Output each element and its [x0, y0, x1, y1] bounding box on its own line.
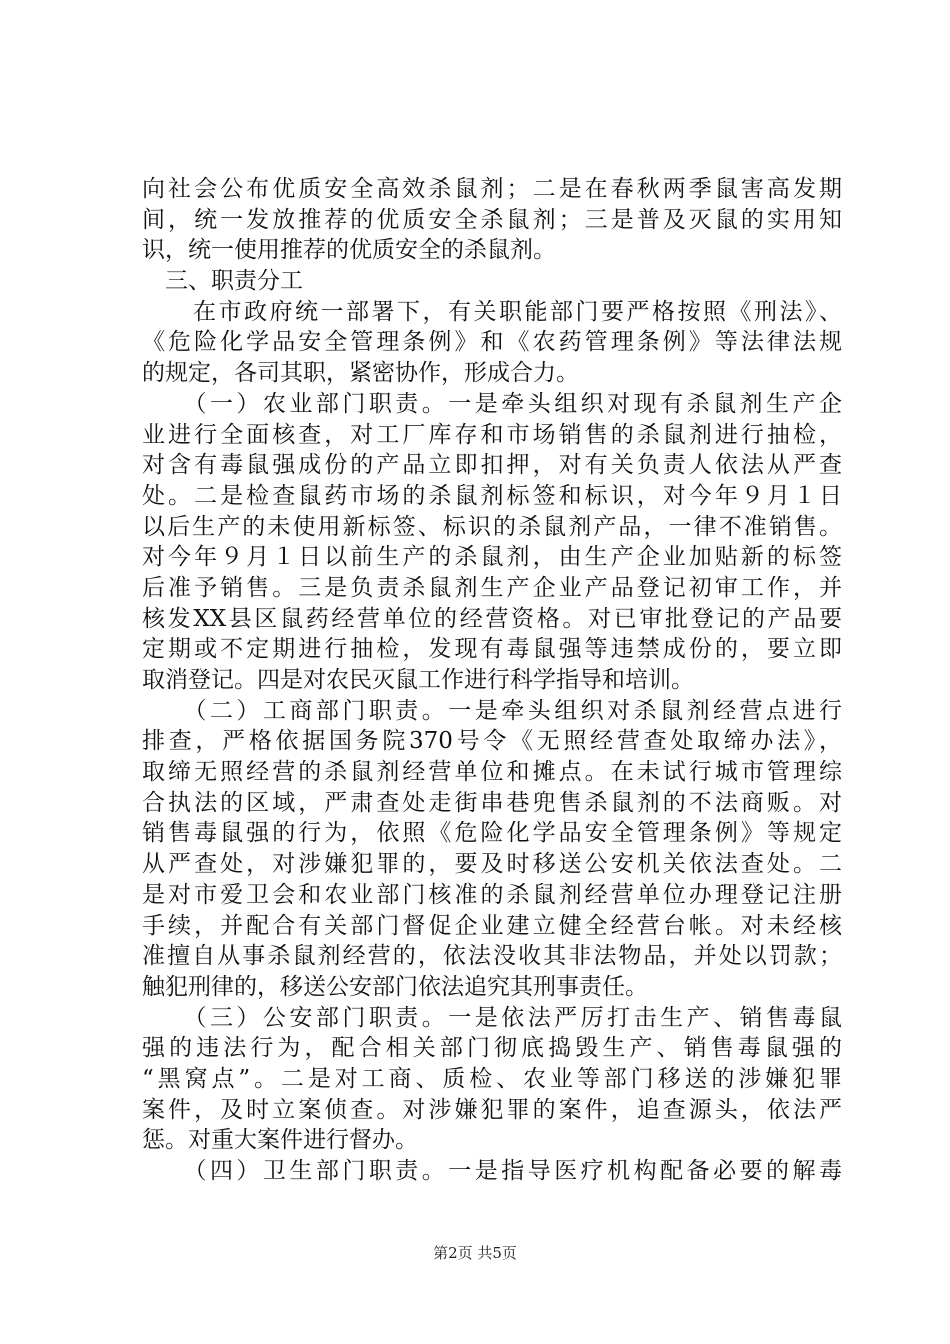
text-line: 惩。对重大案件进行督办。: [142, 1127, 418, 1154]
text-line: （三）公安部门职责。一是依法严厉打击生产、销售毒鼠: [142, 1004, 842, 1031]
text-line: （二）工商部门职责。一是牵头组织对杀鼠剂经营点进行: [142, 697, 842, 724]
text-line: 业进行全面核查，对工厂库存和市场销售的杀鼠剂进行抽检，: [142, 421, 842, 448]
text-line: 的规定，各司其职，紧密协作，形成合力。: [142, 360, 579, 387]
text-line: 强的违法行为，配合相关部门彻底捣毁生产、销售毒鼠强的: [142, 1035, 842, 1062]
document-body: [142, 174, 842, 1187]
text-line: 对含有毒鼠强成份的产品立即扣押，对有关负责人依法从严查: [142, 452, 842, 479]
text-line: 从严查处，对涉嫌犯罪的，要及时移送公安机关依法查处。二: [142, 851, 842, 878]
text-line: 处。二是检查鼠药市场的杀鼠剂标签和标识，对今年９月１日: [142, 482, 842, 509]
text-line: 三、职责分工: [142, 268, 303, 295]
text-line: 核发XX县区鼠药经营单位的经营资格。对已审批登记的产品要: [142, 605, 842, 632]
text-line: 向社会公布优质安全高效杀鼠剂；二是在春秋两季鼠害高发期: [142, 176, 842, 202]
text-line: “黑窝点”。二是对工商、质检、农业等部门移送的涉嫌犯罪: [142, 1065, 842, 1092]
text-line: 销售毒鼠强的行为，依照《危险化学品安全管理条例》等规定: [142, 820, 842, 847]
text-line: 间，统一发放推荐的优质安全杀鼠剂；三是普及灭鼠的实用知: [142, 206, 842, 233]
page-footer: 第2页 共5页: [433, 1244, 517, 1262]
text-line: 对今年９月１日以前生产的杀鼠剂，由生产企业加贴新的标签: [142, 544, 842, 571]
text-line: 取消登记。四是对农民灭鼠工作进行科学指导和培训。: [142, 667, 694, 693]
text-line: 取缔无照经营的杀鼠剂经营单位和摊点。在未试行城市管理综: [142, 759, 842, 786]
text-line: 识，统一使用推荐的优质安全的杀鼠剂。: [142, 237, 556, 264]
text-line: 手续，并配合有关部门督促企业建立健全经营台帐。对未经核: [142, 912, 842, 939]
text-line: （四）卫生部门职责。一是指导医疗机构配备必要的解毒: [142, 1158, 842, 1184]
text-line: 是对市爱卫会和农业部门核准的杀鼠剂经营单位办理登记注册: [142, 881, 842, 908]
text-line: 合执法的区域，严肃查处走街串巷兜售杀鼠剂的不法商贩。对: [142, 789, 842, 816]
text-line: 排查，严格依据国务院370号令《无照经营查处取缔办法》，: [142, 728, 842, 755]
text-line: 案件，及时立案侦查。对涉嫌犯罪的案件，追查源头，依法严: [142, 1096, 842, 1123]
text-line: 定期或不定期进行抽检，发现有毒鼠强等违禁成份的，要立即: [142, 636, 842, 663]
text-line: 以后生产的未使用新标签、标识的杀鼠剂产品，一律不准销售。: [142, 513, 842, 540]
text-line: 《危险化学品安全管理条例》和《农药管理条例》等法律法规: [142, 329, 842, 356]
text-line: 准擅自从事杀鼠剂经营的，依法没收其非法物品，并处以罚款；: [142, 943, 842, 970]
text-line: 后准予销售。三是负责杀鼠剂生产企业产品登记初审工作，并: [142, 574, 842, 601]
text-line: （一）农业部门职责。一是牵头组织对现有杀鼠剂生产企: [142, 390, 842, 417]
text-line: 触犯刑律的，移送公安部门依法追究其刑事责任。: [142, 973, 648, 1000]
text-line: 在市政府统一部署下，有关职能部门要严格按照《刑法》、: [142, 298, 842, 325]
